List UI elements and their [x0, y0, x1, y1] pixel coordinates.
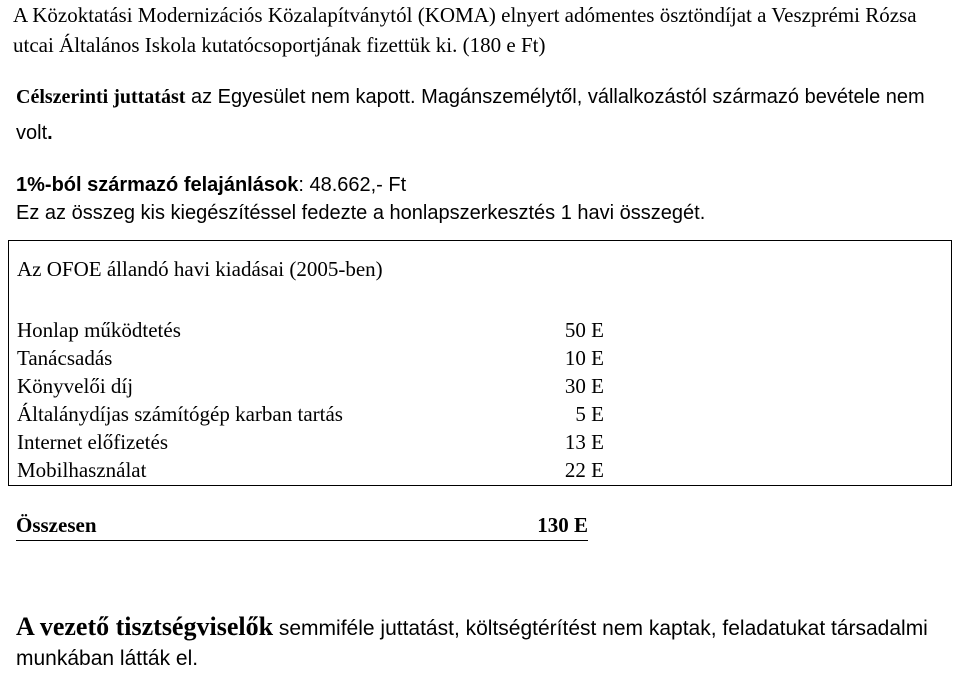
one-percent-note: Ez az összeg kis kiegészítéssel fedezte a honlapszerkesztés 1 havi összegét.: [16, 202, 706, 224]
total-row: [16, 510, 588, 541]
expense-value: 50 E: [564, 318, 604, 342]
total-value: 130 E: [537, 513, 588, 537]
expense-row: [17, 372, 617, 400]
expenses-title: Az OFOE állandó havi kiadásai (2005-ben): [17, 257, 383, 281]
expense-value: 10 E: [564, 346, 604, 370]
expense-row: [17, 400, 617, 428]
one-percent-value: : 48.662,- Ft: [298, 174, 407, 196]
expense-row: [17, 428, 617, 456]
expense-value: 5 E: [575, 402, 604, 426]
celszerinti-paragraph: [16, 79, 951, 151]
expense-row: [17, 456, 617, 484]
expense-label: Könyvelői díj: [17, 374, 134, 398]
celszerinti-end: .: [47, 122, 53, 144]
celszerinti-rest: az Egyesület nem kapott. Magánszemélytől, vállalkozástól származó bevétele nem volt: [16, 86, 925, 144]
leaders-paragraph: [16, 612, 946, 674]
expense-label: Tanácsadás: [17, 346, 113, 370]
expense-value: 22 E: [564, 458, 604, 482]
expense-label: Internet előfizetés: [17, 430, 168, 454]
expense-label: Honlap működtetés: [17, 318, 181, 342]
total-label: Összesen: [16, 513, 97, 537]
expense-value: 13 E: [564, 430, 604, 454]
leaders-bold: A vezető tisztségviselők: [16, 612, 274, 641]
expense-row: [17, 344, 617, 372]
expense-label: Mobilhasználat: [17, 458, 147, 482]
expense-label: Általánydíjas számítógép karban tartás: [17, 402, 343, 426]
leaders-rest: semmiféle juttatást, költségtérítést nem kaptak, feladatukat társadalmi munkában látták el.: [16, 617, 928, 670]
expenses-box: [8, 240, 952, 486]
one-percent-bold: 1%-ból származó felajánlások: [16, 174, 299, 196]
expense-row: [17, 316, 617, 344]
one-percent-line: [16, 171, 406, 199]
expense-value: 30 E: [564, 374, 604, 398]
celszerinti-bold: Célszerinti juttatást: [16, 86, 186, 108]
intro-paragraph: A Közoktatási Modernizációs Közalapítványtól (KOMA) elnyert adómentes ösztöndíjat a Veszprémi Rózsa utcai Általános Iskola kutatócsoportjának fizettük ki. (180 e Ft): [13, 3, 917, 57]
